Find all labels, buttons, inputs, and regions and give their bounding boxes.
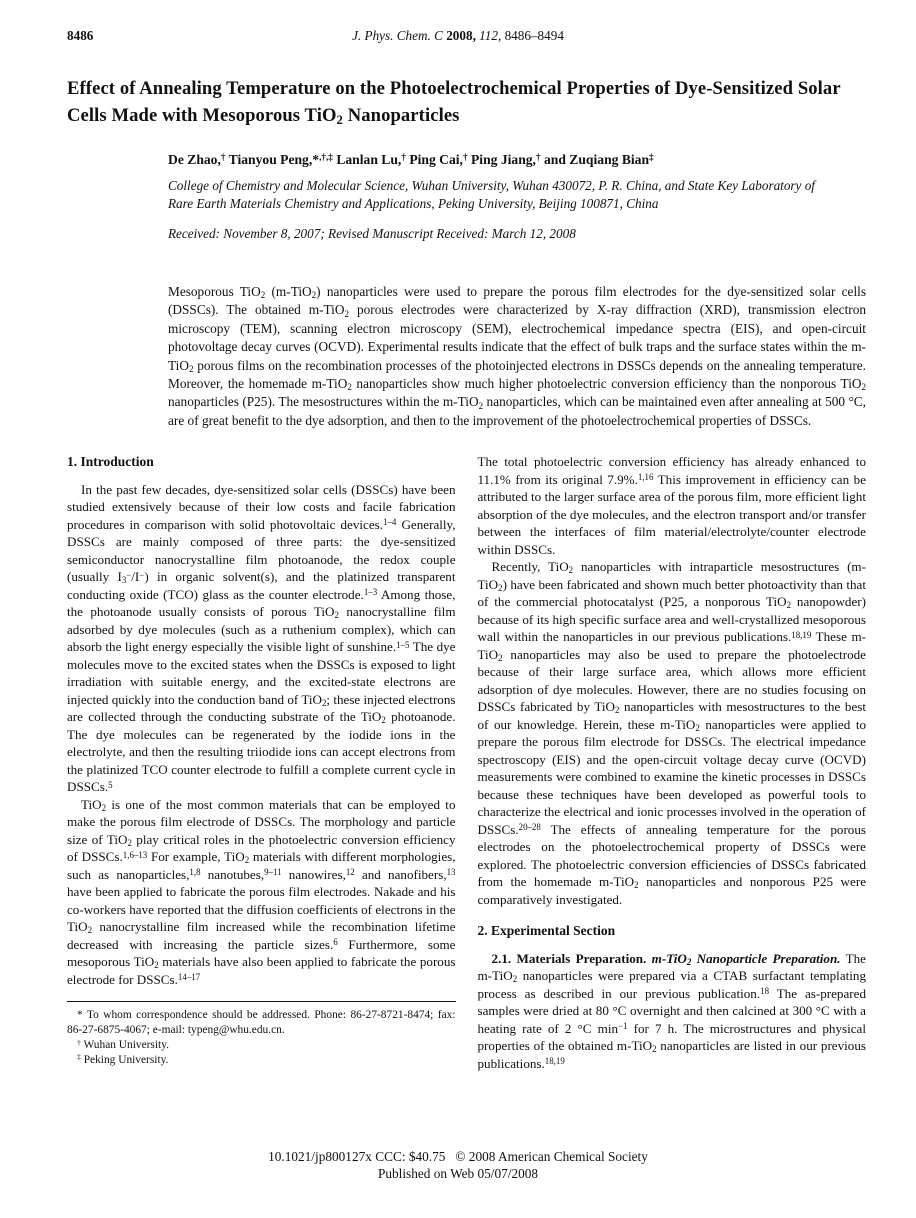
published-on-web-line: Published on Web 05/07/2008 [377, 1165, 539, 1181]
authors-line: De Zhao,† Tianyou Peng,*,†,‡ Lanlan Lu,† Ping Cai,† Ping Jiang,† and Zuqiang Bian‡ [168, 152, 654, 167]
introduction-paragraph-1: In the past few decades, dye-sensitized solar cells (DSSCs) have been studied extensively because of their low costs and facile fabrication procedures in comparison with solid photovoltaic devices.$^{1-4}$ Generally, DSSCs are mainly composed of three parts: the dye-sensitized semiconductor nanocrystalline film photoanode, the redox couple (usually $I_3^-/I^-$) in organic solvent(s), and the platinized transparent conducting oxide (TCO) glass as the counter electrode.$^{1-3}$ Among those, the photoanode usually consists of porous TiO$_2$ nanocrystalline film adsorbed by dye molecules (such as a ruthenium complex), which can absorb the light energy especially the visible light of sunshine.$^{1-5}$ The dye molecules move to the excited states when the DSSCs is exposed to light irradiation with suitable energy, and the excited-state electrons are injected quickly into the conduction band of TiO$_2$; these injected electrons are collected through the conducting substrate of the TiO$_2$ photoanode. The dye molecules can be regenerated by the iodide ions in the electrolyte, and then the resulting triiodide ions can accept electrons from the platinized TCO counter electrode to fulfill a complete current cycle in DSSCs.$^5$ [67, 481, 456, 795]
correspondence-footnote: * To whom correspondence should be addressed. Phone: 86-27-8721-8474; fax: 86-27-6875-4067; e-mail: typeng@whu.edu.cn. [67, 1009, 456, 1037]
body-columns [67, 453, 866, 1072]
section-heading-experimental: 2. Experimental Section [477, 923, 616, 939]
paper-title: Effect of Annealing Temperature on the Photoelectrochemical Properties of Dye-Sensitized Solar Cells Made with Mesoporous TiO$_2$ Nanoparticles [67, 78, 841, 128]
journal-reference: J. Phys. Chem. C 2008, 112, 8486–8494 [352, 28, 564, 43]
doi-copyright-line: 10.1021/jp800127x CCC: $40.75 © 2008 American Chemical Society [268, 1149, 648, 1164]
byline-block [168, 152, 860, 242]
experimental-paragraph-1: 2.1. Materials Preparation. m-TiO$_2$ Nanoparticle Preparation. The m-TiO$_2$ nanoparticles were prepared via a CTAB surfactant templating process as described in our previous publication.$^{18}$ The as-prepared samples were dried at 80 °C overnight and then calcined at 300 °C with a heating rate of 2 °C $\min^{-1}$ for 7 h. The microstructures and physical properties of the obtained m-TiO$_2$ nanoparticles are listed in our previous publications.$^{18,19}$ [477, 950, 867, 1071]
footnote-block [67, 1001, 456, 1067]
dagger-footnote: † Wuhan University. [77, 1037, 169, 1051]
page-footer [0, 1149, 916, 1182]
affiliation: College of Chemistry and Molecular Science, Wuhan University, Wuhan 430072, P. R. China, and State Key Laboratory of Rare Earth Materials Chemistry and Applications, Peking University, Beijing 100871, China [168, 178, 815, 211]
page-number: 8486 [67, 28, 94, 43]
left-column [67, 453, 456, 1072]
running-head [67, 28, 866, 46]
received-dates: Received: November 8, 2007; Revised Manuscript Received: March 12, 2008 [168, 226, 576, 241]
right-paragraph-continuation: The total photoelectric conversion efficiency has already enhanced to 11.1% from its original 7.9%.$^{1,16}$ This improvement in efficiency can be attributed to the larger surface area of the porous film, more efficient light absorption of the dye molecules, and the electron transport and/or transfer between the interfaces of film material/electrolyte/counter electrode within DSSCs. [477, 454, 867, 557]
double-dagger-footnote: ‡ Peking University. [77, 1052, 169, 1066]
introduction-paragraph-2: TiO$_2$ is one of the most common materials that can be employed to make the porous film electrode of DSSCs. The morphology and particle size of TiO$_2$ play critical roles in the photoelectric conversion efficiency of DSSCs.$^{1,6-13}$ For example, TiO$_2$ materials with different morphologies, such as nanoparticles,$^{1,8}$ nanotubes,$^{9-11}$ nanowires,$^{12}$ and nanofibers,$^{13}$ have been applied to fabricate the porous film electrodes. Nakade and his co-workers have reported that the diffusion coefficients of electrons in the TiO$_2$ nanocrystalline film increased while the recombination lifetime decreased with increasing the particle sizes.$^6$ Furthermore, some mesoporous TiO$_2$ materials have also been applied to fabricate the porous electrode for DSSCs.$^{14-17}$ [67, 796, 456, 987]
right-paragraph-2: Recently, TiO$_2$ nanoparticles with intraparticle mesostructures (m-TiO$_2$) have been fabricated and shown much better photoactivity than that of the commercial photocatalyst (P25, a nonporous TiO$_2$ nanopowder) because of its high specific surface area and well-crystallized mesoporous wall within the nanoparticles in our previous publications.$^{18,19}$ These m-TiO$_2$ nanoparticles may also be used to prepare the photoelectrode because of their large surface area, which allows more efficient adsorption of dye molecules. However, there are no studies focusing on DSSCs fabricated by TiO$_2$ nanoparticles with mesostructures to the best of our knowledge. Herein, these m-TiO$_2$ nanoparticles were applied to prepare the porous film electrode for DSSCs. The electrical impedance spectroscopy (EIS) and the open-circuit voltage decay curve (OCVD) measurements were combined to examine the kinetic processes in DSSCs because these techniques have been developed as powerful tools to characterize the electrical and ionic processes involved in the operation of DSSCs.$^{20-28}$ The effects of annealing temperature for the porous electrodes on the photoelectrochemical property of DSSCs were explored. The photoelectric conversion efficiencies of DSSCs fabricated from the homemade m-TiO$_2$ nanoparticles and nonporous P25 were comparatively investigated. [477, 559, 867, 907]
right-column [478, 453, 867, 1072]
section-heading-introduction: 1. Introduction [67, 454, 154, 470]
abstract: Mesoporous TiO$_2$ (m-TiO$_2$) nanoparticles were used to prepare the porous film electrodes for the dye-sensitized solar cells (DSSCs). The obtained m-TiO$_2$ porous electrodes were characterized by X-ray diffraction (XRD), transmission electron microscopy (TEM), scanning electron microscopy (SEM), electrochemical impedance spectra (EIS), and open-circuit photovoltage decay curves (OCVD). Experimental results indicate that the effect of bulk traps and the surface states within the m-TiO$_2$ porous films on the recombination processes of the photoinjected electrons in DSSCs depends on the annealing temperature. Moreover, the homemade m-TiO$_2$ nanoparticles show much higher photoelectric conversion efficiency than the nonporous TiO$_2$ nanoparticles (P25). The mesostructures within the m-TiO$_2$ nanoparticles, which can be maintained even after annealing at 500 °C, are of great benefit to the dye adsorption, and then to the improvement of the photoelectrochemical properties of DSSCs. [168, 284, 867, 428]
